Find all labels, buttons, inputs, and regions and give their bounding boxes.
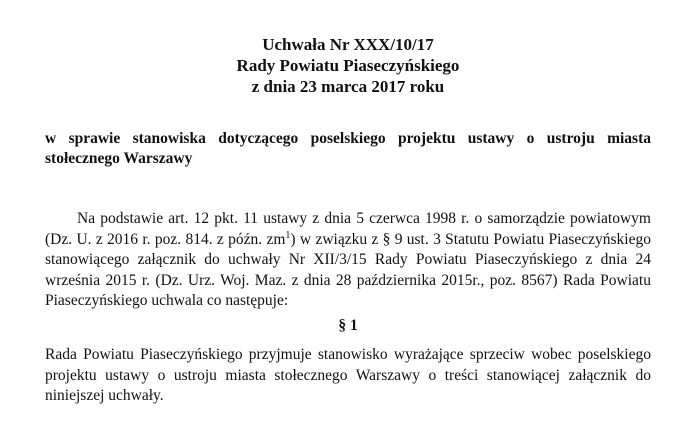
- preamble-text-start: Na podstawie art. 12 pkt. 11 ustawy z dnia 5 czerwca 1998 r. o samorządzie powiatowym (Dz. U. z 2016 r. poz. 814. z późn. zm: [45, 210, 651, 248]
- resolution-header: [0, 34, 696, 97]
- council-name: Rady Powiatu Piaseczyńskiego: [236, 56, 460, 75]
- section-text: Rada Powiatu Piaseczyńskiego przyjmuje stanowisko wyrażające sprzeciw wobec poselskiego projektu ustawy o ustroju miasta stołecznego Warszawy o treści stanowiącej załącznik do niniejszej uchwały.: [45, 346, 651, 404]
- footnote-marker: 1: [285, 229, 291, 241]
- preamble-text-end: ) w związku z § 9 ust. 3 Statutu Powiatu Piaseczyńskiego stanowiącego załącznik do uchwały Nr XII/3/15 Rady Powiatu Piaseczyńskiego z dnia 24 września 2015 r. (Dz. Urz. Woj. Maz. z dnia 28 października 2015r., poz. 8567) Rada Powiatu Piaseczyńskiego uchwala co następuje:: [45, 230, 651, 309]
- resolution-date: z dnia 23 marca 2017 roku: [251, 77, 445, 96]
- section-heading: § 1: [338, 317, 358, 334]
- preamble-paragraph: [45, 209, 651, 312]
- resolution-subject: w sprawie stanowiska dotyczącego poselskiego projektu ustawy o ustroju miasta stołecznego Warszawy: [45, 130, 651, 167]
- resolution-number: Uchwała Nr XXX/10/17: [262, 35, 434, 54]
